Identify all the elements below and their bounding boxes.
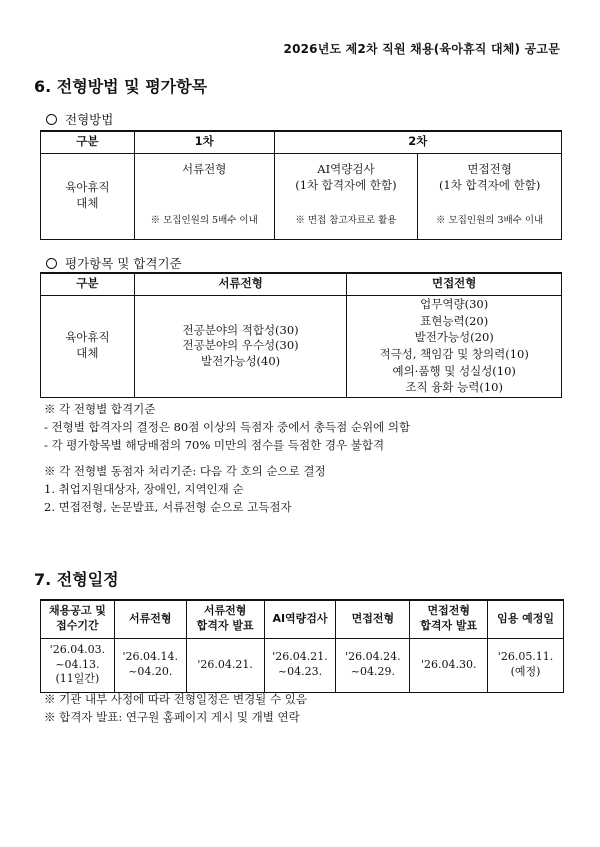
criteria-col-category: 구분 xyxy=(41,273,135,295)
section-7-title: 7. 전형일정 xyxy=(34,570,119,589)
schedule-value: '26.04.21. ~04.23. xyxy=(264,638,336,692)
criteria-col-interview: 면접전형 xyxy=(347,273,562,295)
schedule-value: '26.04.21. xyxy=(186,638,264,692)
schedule-value: '26.04.24. ~04.29. xyxy=(336,638,410,692)
schedule-value: '26.04.30. xyxy=(410,638,488,692)
tie-note-line: 1. 취업지원대상자, 장애인, 지역인재 순 xyxy=(44,482,244,496)
method-col-category: 구분 xyxy=(41,131,135,153)
method-col-stage2: 2차 xyxy=(274,131,561,153)
method-interview-cell xyxy=(418,153,562,239)
pass-criteria-notes xyxy=(44,400,410,454)
method-subtitle-text: 전형방법 xyxy=(65,112,114,127)
method-doc-note: ※ 모집인원의 5배수 이내 xyxy=(150,215,258,227)
method-doc-title: 서류전형 xyxy=(181,162,227,176)
criteria-interview-items: 업무역량(30) 표현능력(20) 발전가능성(20) 적극성, 책임감 및 창의력(10) 예의·품행 및 성실성(10) 조직 융화 능력(10) xyxy=(347,295,562,397)
pass-note-heading: ※ 각 전형별 합격기준 xyxy=(44,402,156,416)
method-col-stage1: 1차 xyxy=(134,131,274,153)
schedule-header: 서류전형 xyxy=(114,600,186,638)
tie-note-line: 2. 면접전형, 논문발표, 서류전형 순으로 고득점자 xyxy=(44,500,292,514)
criteria-subtitle-text: 평가항목 및 합격기준 xyxy=(65,256,182,271)
schedule-value: '26.05.11. (예정) xyxy=(488,638,564,692)
method-subtitle xyxy=(46,110,113,128)
method-doc-cell xyxy=(134,153,274,239)
method-ai-note: ※ 면접 참고자료로 활용 xyxy=(295,215,397,227)
schedule-value: '26.04.14. ~04.20. xyxy=(114,638,186,692)
criteria-table xyxy=(40,272,562,398)
method-table xyxy=(40,130,562,240)
schedule-notes xyxy=(44,690,307,726)
document-header: 2026년도 제2차 직원 채용(육아휴직 대체) 공고문 xyxy=(283,42,560,56)
schedule-table xyxy=(40,599,564,693)
section-6-title: 6. 전형방법 및 평가항목 xyxy=(34,77,208,96)
criteria-col-doc: 서류전형 xyxy=(134,273,347,295)
method-ai-cell xyxy=(274,153,418,239)
schedule-note-line: ※ 합격자 발표: 연구원 홈페이지 게시 및 개별 연락 xyxy=(44,710,300,724)
method-interview-title: 면접전형 (1차 합격자에 한함) xyxy=(438,162,541,192)
method-interview-note: ※ 모집인원의 3배수 이내 xyxy=(436,215,544,227)
schedule-header: 채용공고 및 접수기간 xyxy=(41,600,115,638)
schedule-header: 면접전형 xyxy=(336,600,410,638)
schedule-header: AI역량검사 xyxy=(264,600,336,638)
schedule-header: 임용 예정일 xyxy=(488,600,564,638)
pass-note-line: - 각 평가항목별 해당배점의 70% 미만의 점수를 득점한 경우 불합격 xyxy=(44,438,385,452)
criteria-doc-items: 전공분야의 적합성(30) 전공분야의 우수성(30) 발전가능성(40) xyxy=(134,295,347,397)
method-row-label: 육아휴직 대체 xyxy=(41,153,135,239)
method-ai-title: AI역량검사 (1차 합격자에 한함) xyxy=(295,162,397,192)
pass-note-line: - 전형별 합격자의 결정은 80점 이상의 득점자 중에서 총득점 순위에 의함 xyxy=(44,420,411,434)
schedule-header: 서류전형 합격자 발표 xyxy=(186,600,264,638)
schedule-header: 면접전형 합격자 발표 xyxy=(410,600,488,638)
schedule-note-line: ※ 기관 내부 사정에 따라 전형일정은 변경될 수 있음 xyxy=(44,692,307,706)
tie-note-heading: ※ 각 전형별 동점자 처리기준: 다음 각 호의 순으로 결정 xyxy=(44,464,326,478)
tie-break-notes xyxy=(44,462,326,516)
criteria-row-label: 육아휴직 대체 xyxy=(41,295,135,397)
circle-bullet-icon xyxy=(46,258,57,269)
circle-bullet-icon xyxy=(46,114,57,125)
criteria-subtitle xyxy=(46,254,182,272)
schedule-value: '26.04.03. ~04.13. (11일간) xyxy=(41,638,115,692)
